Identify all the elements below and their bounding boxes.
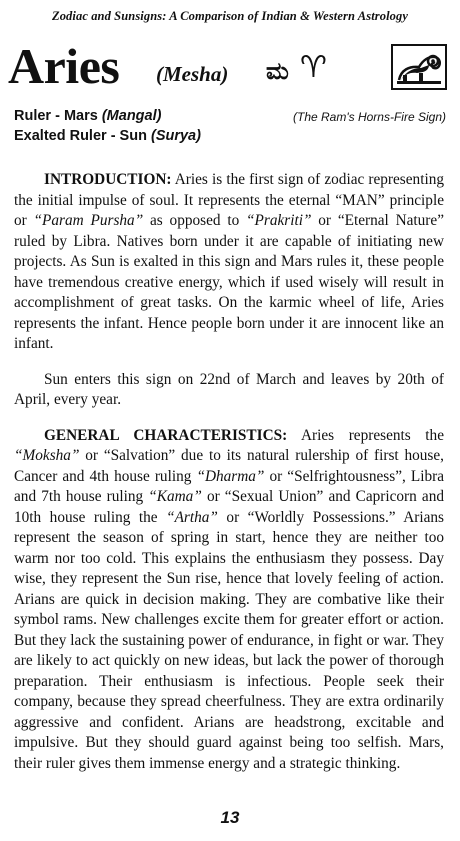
general-italic-1: “Moksha” [14, 447, 80, 464]
devanagari-glyph: ಮ [266, 56, 289, 85]
intro-text-3: or “Eternal Nature” ruled by Libra. Natives born under it are capable of initiating new projects. As Sun is exalted in this sign and Mars rules it, these people have tremendous creative energy, which if used wisely will result in accomplishment of great tasks. On the karmic wheel of life, Aries represents the infant. Hence people born under it are innocent like an infant. [14, 212, 444, 352]
sun-dates-paragraph: Sun enters this sign on 22nd of March and leaves by 20th of April, every year. [14, 370, 444, 408]
body-text [14, 170, 444, 789]
intro-italic-2: “Prakriti” [246, 212, 312, 229]
ruler-indian-name: (Mangal) [101, 108, 162, 124]
general-text-2: or “Salvation” due to its natural rulership of first house, Cancer and 4th house ruling [14, 447, 444, 485]
ruler-label: Ruler - Mars [14, 108, 98, 124]
general-text-5: or “Worldly Possessions.” Arians represent the season of spring in start, hence they are neither too warm nor too cold. This explains the enthusiasm they possess. Day wise, they represent the Sun rise, hence that lovely feeling of action. Arians are quick in decision making. They are combative like their symbol rams. New challenges excite them for greater effort or action. But they lack the sustaining power of endurance, in fight or war. They are likely to act quickly on new ideas, but lack the power of thorough preparation. Their enthusiasm is infectious. People seek their company, because they spread cheerfulness. They are extra ordinarily aggressive and confident. Arians are headstrong, excitable and impulsive. But they should guard against being too selfish. Mars, their ruler gives them immense energy and a strategic thinking. [14, 508, 444, 772]
general-heading: GENERAL CHARACTERISTICS: [44, 426, 288, 444]
exalted-ruler-label: Exalted Ruler - Sun [14, 128, 147, 144]
indian-sign-name: (Mesha) [156, 62, 229, 86]
exalted-ruler-line [14, 126, 446, 146]
ram-figure-icon [393, 46, 445, 88]
general-italic-2: “Dharma” [196, 467, 265, 485]
general-text-4: or “Sexual Union” and Capricorn and 10th house ruling the [14, 488, 444, 526]
general-paragraph [14, 426, 444, 775]
intro-text-1: Aries is the first sign of zodiac representing the initial impulse of soul. It represents the eternal “MAN” principle or [14, 171, 444, 229]
chapter-title-row [8, 36, 452, 98]
general-italic-3: “Kama” [148, 488, 202, 505]
rulers-block [14, 106, 446, 146]
sign-note: (The Ram's Horns-Fire Sign) [293, 110, 446, 124]
exalted-ruler-indian-name: (Surya) [150, 128, 201, 144]
general-text-3: or “Selfrightousness”, Libra and 7th house ruling [14, 467, 445, 505]
ram-icon [391, 44, 447, 90]
intro-italic-1: “Param Pursha” [33, 212, 144, 229]
page-number: 13 [220, 808, 240, 827]
sign-title: Aries [8, 38, 120, 94]
running-head: Zodiac and Sunsigns: A Comparison of Indian & Western Astrology [51, 9, 409, 23]
intro-text-2: as opposed to [143, 212, 247, 229]
intro-paragraph [14, 170, 444, 355]
aries-symbol-icon: ♈ [300, 50, 327, 85]
intro-heading: INTRODUCTION: [44, 171, 172, 188]
general-text-1: Aries represents the [287, 426, 444, 444]
general-italic-4: “Artha” [166, 508, 218, 526]
